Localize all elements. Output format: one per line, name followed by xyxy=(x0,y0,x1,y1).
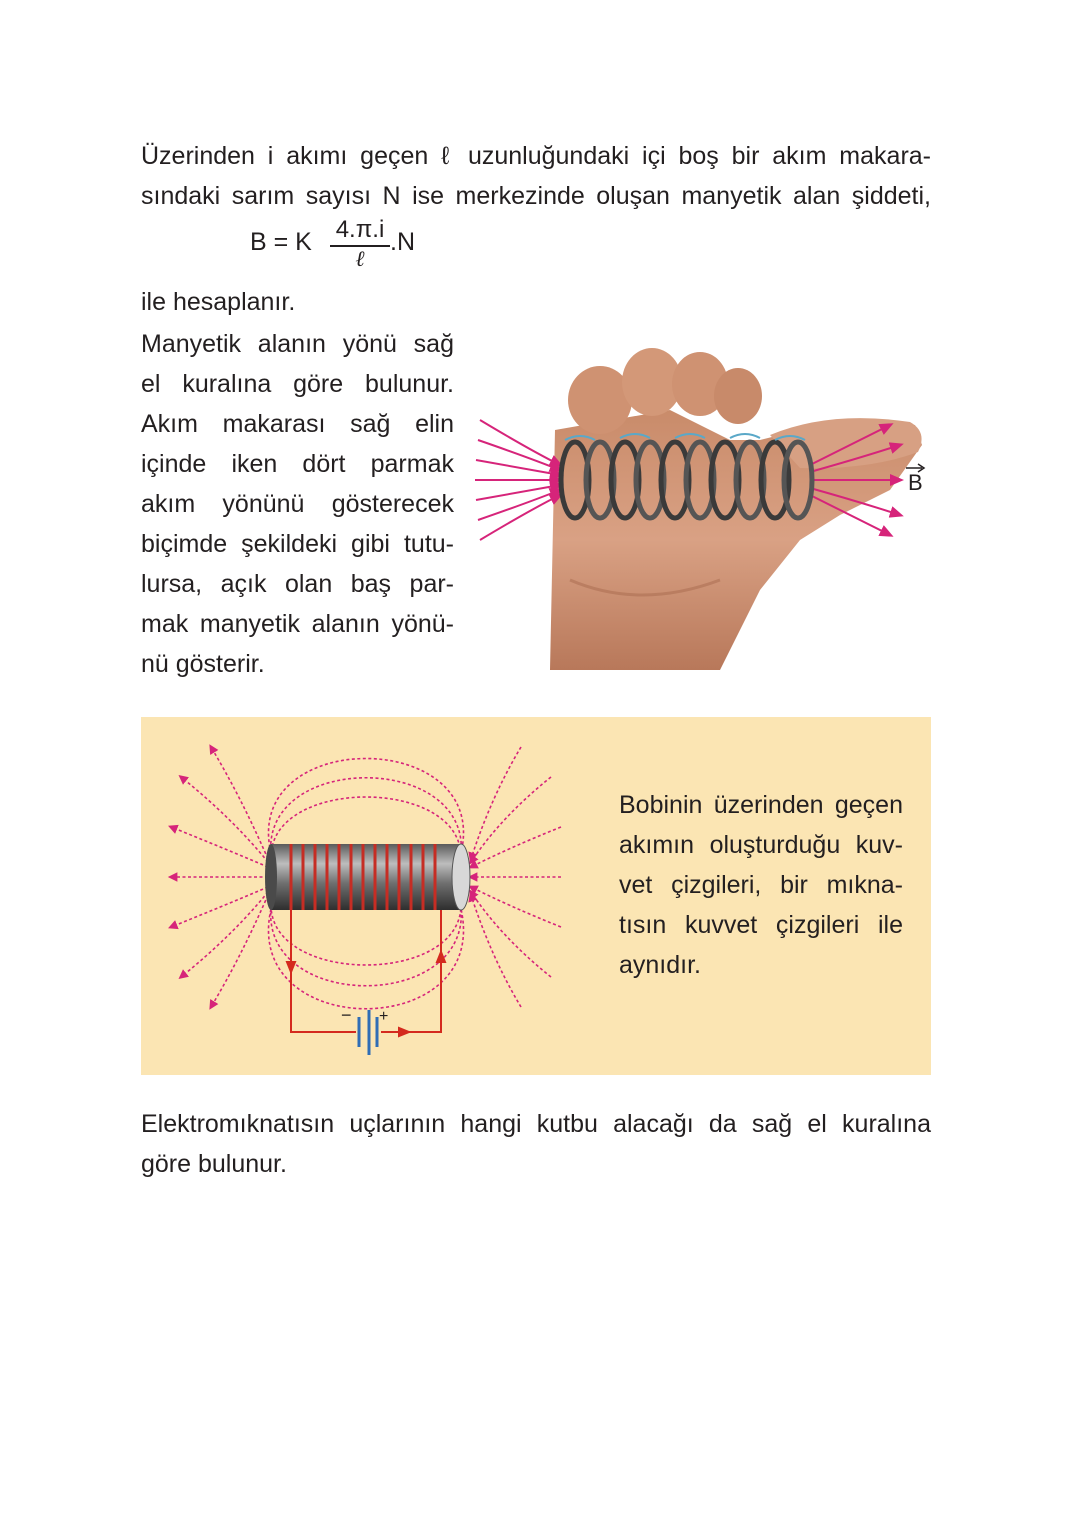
battery-minus: − xyxy=(341,1005,352,1025)
rule-line: biçimde şekildeki gibi tutu- xyxy=(141,530,454,558)
after-formula-text: ile hesaplanır. xyxy=(141,288,296,316)
intro-line-1: Üzerinden i akımı geçen ℓ uzunluğundaki içi boş bir akım makara- xyxy=(141,142,931,170)
rule-line: mak manyetik alanın yönü- xyxy=(141,610,454,638)
formula-denominator: ℓ xyxy=(355,246,365,272)
panel-paragraph xyxy=(619,785,903,985)
rule-line: akım yönünü gösterecek xyxy=(141,490,454,518)
battery-plus: + xyxy=(379,1008,389,1025)
formula-numerator: 4.π.i xyxy=(335,216,385,243)
bottom-paragraph xyxy=(141,1104,931,1184)
battery-symbol xyxy=(359,1010,377,1055)
formula-fraction xyxy=(330,216,390,272)
panel-line: tısın kuvvet çizgileri ile xyxy=(619,911,903,939)
panel-line: akımın oluşturduğu kuv- xyxy=(619,831,903,859)
formula-rhs: .N xyxy=(390,228,415,256)
formula-lhs: B = K xyxy=(250,228,312,256)
right-hand-solenoid-figure xyxy=(470,340,940,670)
intro-line-2: sındaki sarım sayısı N ise merkezinde oluşan manyetik alan şiddeti, xyxy=(141,182,931,210)
intro-paragraph xyxy=(141,136,931,216)
rule-line: Akım makarası sağ elin xyxy=(141,410,454,438)
bottom-line-2: göre bulunur. xyxy=(141,1150,287,1178)
rule-line: Manyetik alanın yönü sağ xyxy=(141,330,454,358)
rule-line: içinde iken dört parmak xyxy=(141,450,454,478)
bottom-line-1: Elektromıknatısın uçlarının hangi kutbu alacağı da sağ el kuralına xyxy=(141,1110,931,1138)
panel-line: vet çizgileri, bir mıkna- xyxy=(619,871,903,899)
right-hand-rule-paragraph xyxy=(141,324,454,684)
panel-line: Bobinin üzerinden geçen xyxy=(619,791,903,819)
iron-core xyxy=(265,844,470,910)
rule-line: el kuralına göre bulunur. xyxy=(141,370,454,398)
rule-line: nü gösterir. xyxy=(141,650,265,678)
electromagnet-diagram xyxy=(141,717,611,1075)
rule-line: lursa, açık olan baş par- xyxy=(141,570,454,598)
field-vector-label: B xyxy=(908,470,923,495)
electromagnet-panel xyxy=(141,717,931,1075)
panel-line: aynıdır. xyxy=(619,951,701,979)
